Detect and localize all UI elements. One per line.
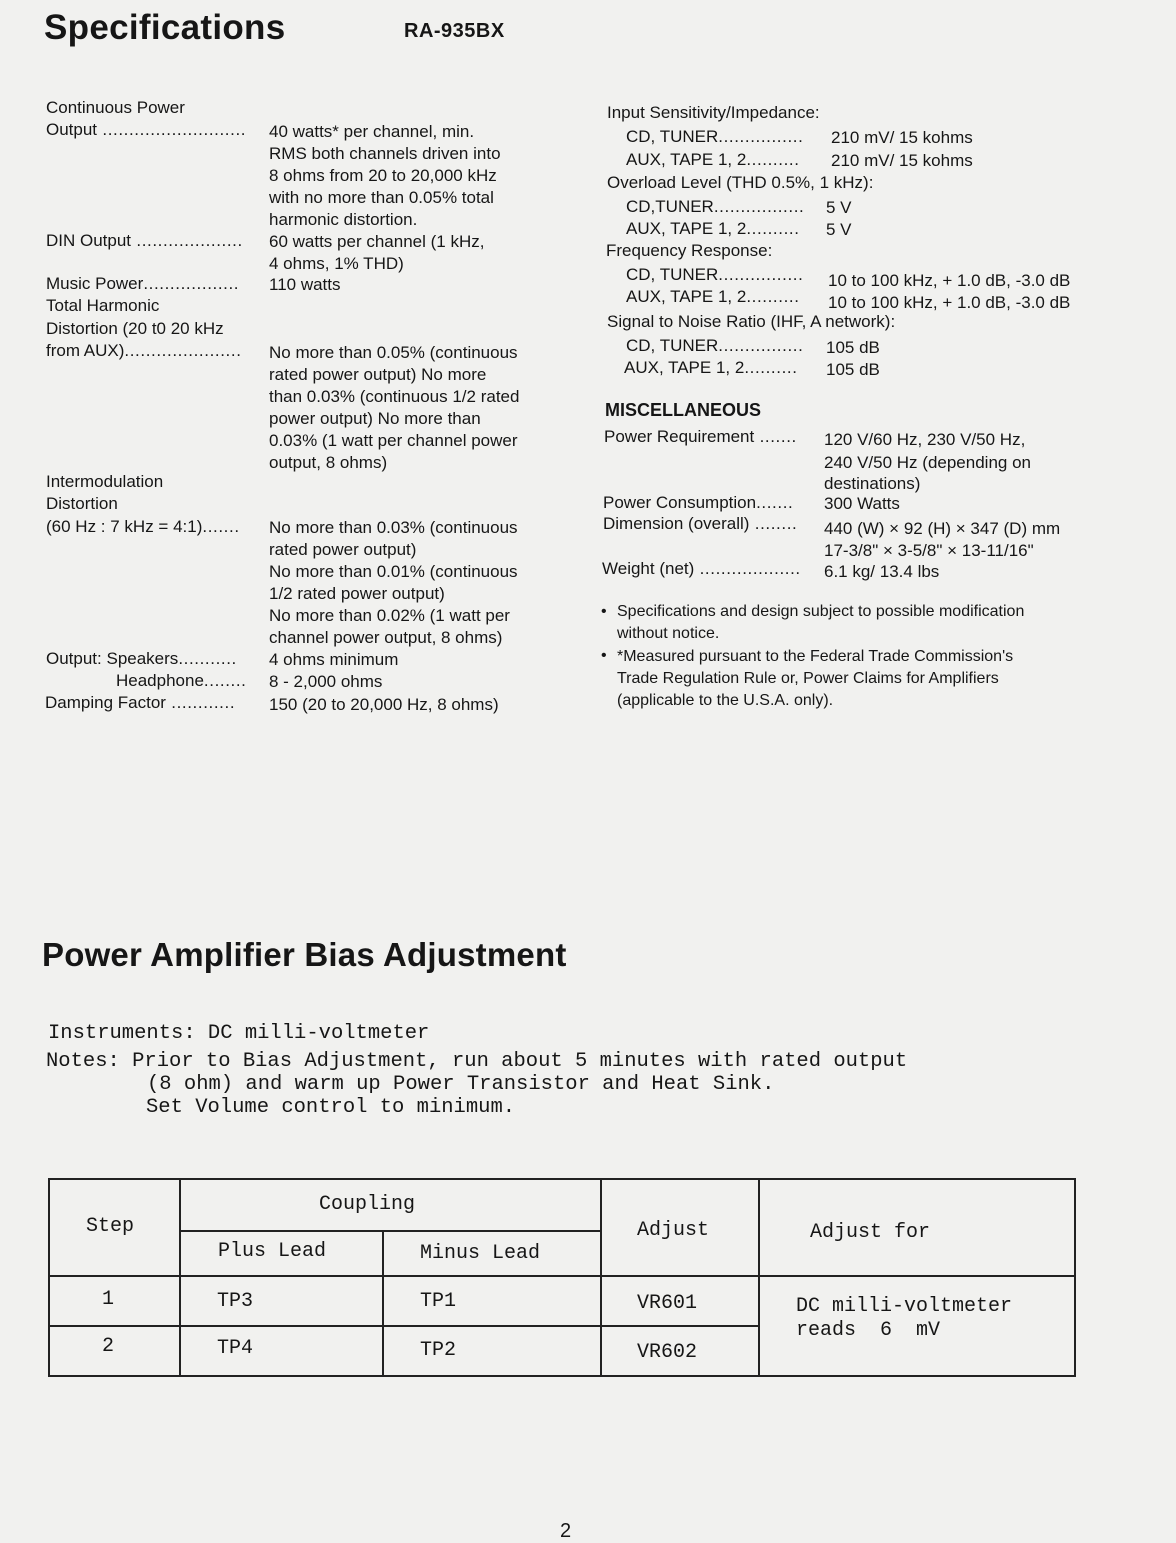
spec-value: 5 V (826, 220, 852, 239)
spec-value: 120 V/60 Hz, 230 V/50 Hz, (824, 430, 1026, 449)
spec-value: with no more than 0.05% total (269, 188, 494, 207)
spec-value: 210 mV/ 15 kohms (831, 151, 973, 170)
table-divider (179, 1230, 602, 1232)
spec-value: 4 ohms, 1% THD) (269, 254, 404, 273)
table-border (48, 1375, 1076, 1377)
spec-value: 60 watts per channel (1 kHz, (269, 232, 485, 251)
spec-value: 105 dB (826, 360, 880, 379)
spec-label: CD,TUNER................. (626, 197, 805, 216)
table-header-minus-lead: Minus Lead (420, 1242, 541, 1265)
spec-value: 40 watts* per channel, min. (269, 122, 475, 141)
spec-label: Power Requirement ....... (604, 427, 797, 446)
section-heading-miscellaneous: MISCELLANEOUS (605, 400, 762, 420)
spec-heading: Overload Level (THD 0.5%, 1 kHz): (607, 173, 874, 192)
spec-value: 10 to 100 kHz, + 1.0 dB, -3.0 dB (828, 271, 1071, 290)
spec-value: power output) No more than (269, 409, 481, 428)
bullet-icon: • (601, 647, 607, 664)
spec-heading: Signal to Noise Ratio (IHF, A network): (607, 312, 896, 331)
table-header-adjust-for: Adjust for (810, 1221, 931, 1244)
table-border (48, 1178, 1076, 1180)
table-divider (179, 1178, 181, 1377)
spec-label: Output: Speakers........... (46, 649, 237, 668)
spec-label: Distortion (20 t0 20 kHz (46, 319, 224, 338)
table-cell-adjust: VR601 (637, 1292, 698, 1315)
page-title: Specifications (44, 8, 286, 47)
spec-label: (60 Hz : 7 kHz = 4:1)....... (46, 517, 240, 536)
spec-label: Damping Factor ............ (45, 693, 236, 712)
table-cell-minus-lead: TP2 (420, 1339, 457, 1362)
spec-value: 6.1 kg/ 13.4 lbs (824, 562, 940, 581)
spec-label: AUX, TAPE 1, 2.......... (626, 287, 800, 306)
spec-value: 10 to 100 kHz, + 1.0 dB, -3.0 dB (828, 293, 1071, 312)
table-header-plus-lead: Plus Lead (218, 1240, 327, 1263)
spec-label: AUX, TAPE 1, 2.......... (626, 219, 800, 238)
spec-value: 440 (W) × 92 (H) × 347 (D) mm (824, 519, 1061, 538)
instruments-line: Instruments: DC milli-voltmeter (48, 1022, 430, 1045)
spec-value: 240 V/50 Hz (depending on (824, 453, 1031, 472)
spec-value: No more than 0.02% (1 watt per (269, 606, 510, 625)
spec-value: No more than 0.03% (continuous (269, 518, 518, 537)
section-title-bias-adjustment: Power Amplifier Bias Adjustment (42, 936, 567, 973)
spec-label: Intermodulation (46, 472, 164, 491)
table-header-step: Step (86, 1215, 135, 1238)
page-number: 2 (560, 1520, 572, 1542)
table-divider (48, 1275, 1076, 1277)
spec-value: destinations) (824, 474, 921, 493)
spec-value: 150 (20 to 20,000 Hz, 8 ohms) (269, 695, 499, 714)
spec-label: CD, TUNER................ (626, 127, 804, 146)
notes-line: (8 ohm) and warm up Power Transistor and Heat Sink. (147, 1073, 775, 1096)
spec-value: 110 watts (269, 275, 341, 294)
spec-value: 8 ohms from 20 to 20,000 kHz (269, 166, 497, 185)
spec-label: Output ........................... (46, 120, 247, 139)
spec-value: 0.03% (1 watt per channel power (269, 431, 518, 450)
spec-heading: Input Sensitivity/Impedance: (607, 103, 820, 122)
table-cell-plus-lead: TP4 (217, 1337, 254, 1360)
table-cell-adjust-for: reads 6 mV (796, 1319, 941, 1342)
table-divider (48, 1325, 760, 1327)
spec-value: No more than 0.01% (continuous (269, 562, 518, 581)
spec-label: DIN Output .................... (46, 231, 243, 250)
table-divider (382, 1230, 384, 1377)
spec-value: output, 8 ohms) (269, 453, 388, 472)
notes-line: Notes: Prior to Bias Adjustment, run about 5 minutes with rated output (46, 1050, 908, 1073)
table-cell-adjust: VR602 (637, 1341, 698, 1364)
spec-label: Dimension (overall) ........ (603, 514, 798, 533)
model-number: RA-935BX (404, 20, 505, 42)
table-border (48, 1178, 50, 1377)
table-header-adjust: Adjust (637, 1219, 710, 1242)
spec-value: 1/2 rated power output) (269, 584, 445, 603)
spec-label: AUX, TAPE 1, 2.......... (624, 358, 798, 377)
table-cell-minus-lead: TP1 (420, 1290, 457, 1313)
spec-label: Total Harmonic (46, 296, 160, 315)
spec-label: Music Power.................. (46, 274, 240, 293)
table-divider (600, 1178, 602, 1377)
spec-label: Distortion (46, 494, 118, 513)
spec-label: Headphone........ (116, 671, 247, 690)
table-header-coupling: Coupling (319, 1193, 416, 1216)
spec-label: AUX, TAPE 1, 2.......... (626, 150, 800, 169)
spec-value: 5 V (826, 198, 852, 217)
table-border (1074, 1178, 1076, 1377)
notes-line: Set Volume control to minimum. (146, 1096, 516, 1119)
table-divider (758, 1178, 760, 1377)
spec-value: No more than 0.05% (continuous (269, 343, 518, 362)
spec-label: CD, TUNER................ (626, 265, 804, 284)
spec-value: 105 dB (826, 338, 880, 357)
spec-label: Weight (net) ................... (602, 559, 801, 578)
spec-value: 300 Watts (824, 494, 900, 513)
table-cell-plus-lead: TP3 (217, 1290, 254, 1313)
table-cell-step: 1 (102, 1288, 115, 1311)
spec-label: Power Consumption....... (603, 493, 794, 512)
bias-adjustment-table (48, 1178, 1076, 1377)
spec-value: 8 - 2,000 ohms (269, 672, 383, 691)
spec-value: 17-3/8" × 3-5/8" × 13-11/16" (824, 541, 1034, 560)
spec-value: rated power output) No more (269, 365, 487, 384)
spec-value: 4 ohms minimum (269, 650, 399, 669)
spec-value: than 0.03% (continuous 1/2 rated (269, 387, 520, 406)
bullet-icon: • (601, 603, 607, 620)
spec-value: rated power output) (269, 540, 417, 559)
spec-value: channel power output, 8 ohms) (269, 628, 503, 647)
spec-label: from AUX)...................... (46, 341, 242, 360)
spec-label: Continuous Power (46, 98, 185, 117)
spec-value: RMS both channels driven into (269, 144, 501, 163)
spec-label: CD, TUNER................ (626, 336, 804, 355)
table-cell-step: 2 (102, 1335, 115, 1358)
spec-value: 210 mV/ 15 kohms (831, 128, 973, 147)
table-cell-adjust-for: DC milli-voltmeter (796, 1295, 1013, 1318)
spec-heading: Frequency Response: (606, 241, 773, 260)
spec-value: harmonic distortion. (269, 210, 418, 229)
